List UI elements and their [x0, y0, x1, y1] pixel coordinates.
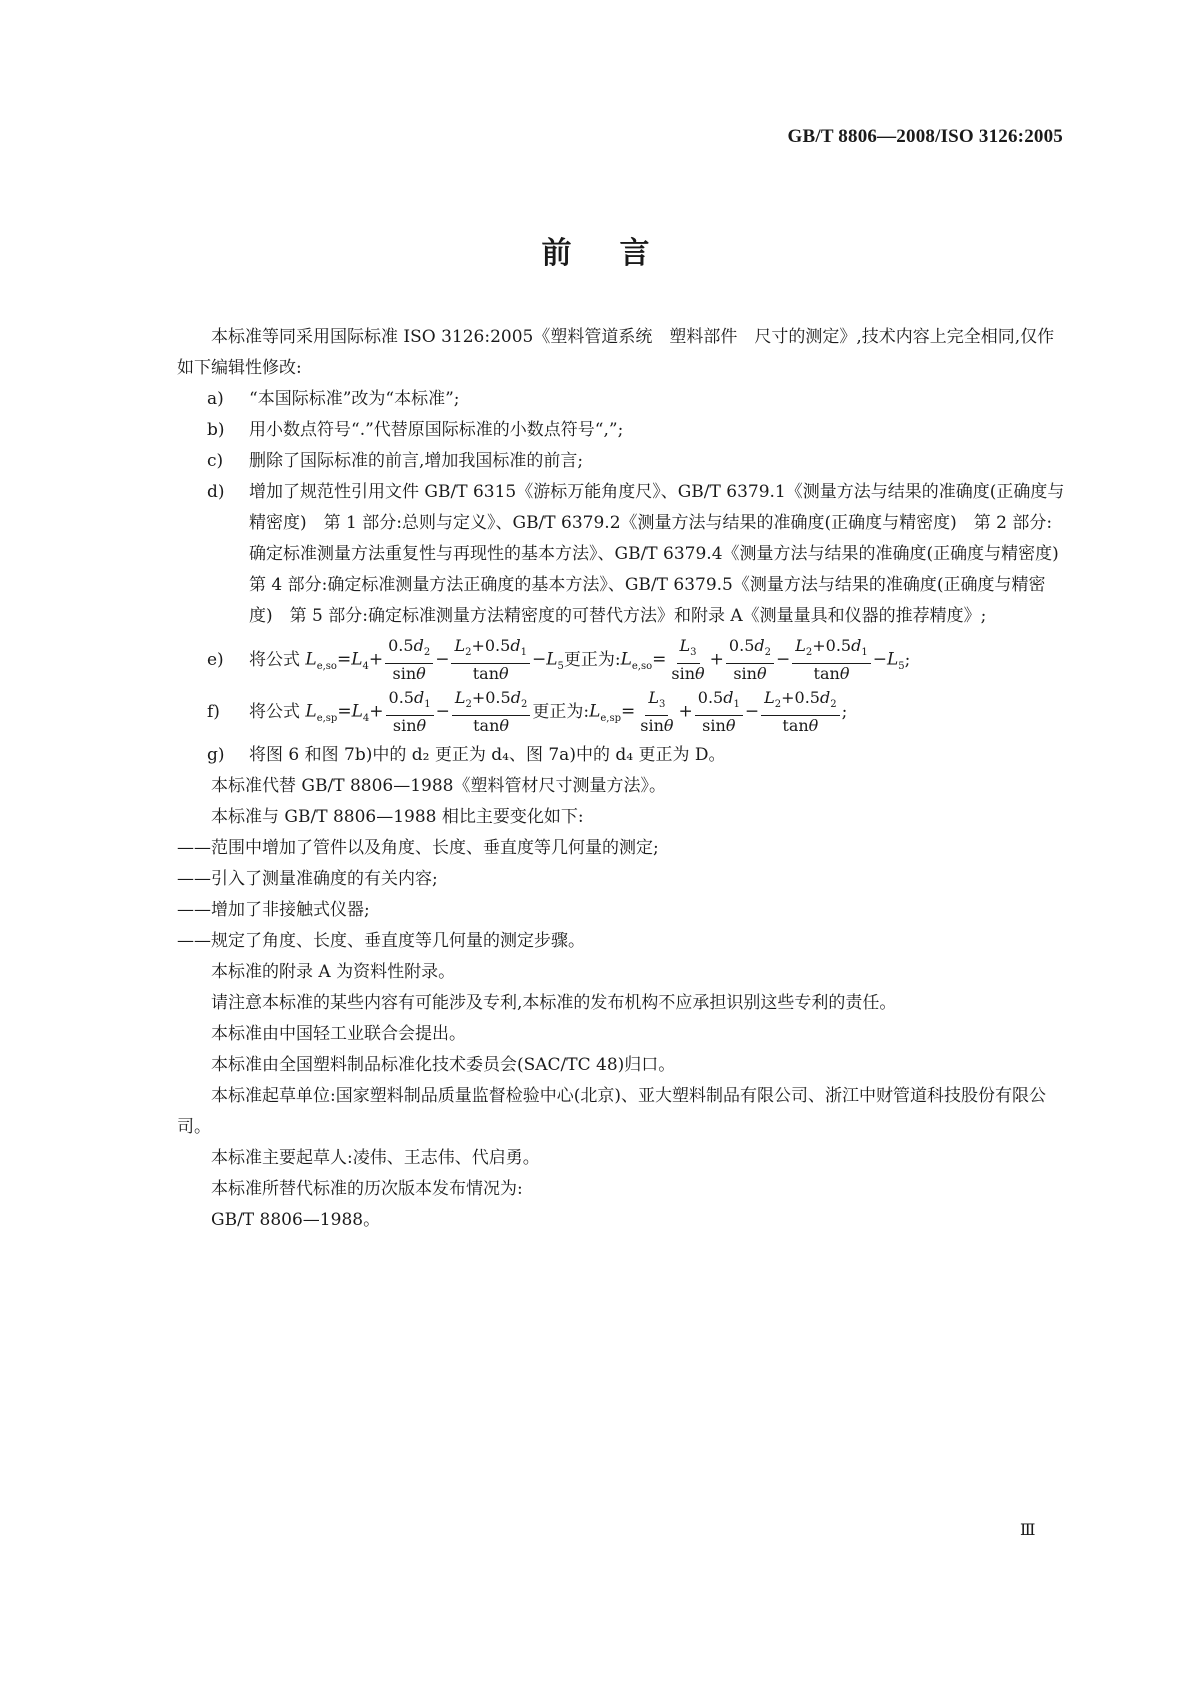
paragraph: 本标准与 GB/T 8806—1988 相比主要变化如下: [211, 807, 584, 827]
page-title: 前言 [541, 236, 698, 271]
paragraph: 本标准主要起草人:凌伟、王志伟、代启勇。 [211, 1148, 540, 1168]
formula-f-new: $L_{e,sp}=$ $\frac{L_3}{\sin\theta}$ + $\frac{0.5d_1}{\sin\theta}$ − $\frac{L_2+0.5d_2}{\tan\theta}$ [589, 688, 842, 736]
intro-paragraph: 本标准等同采用国际标准 ISO 3126:2005《塑料管道系统 塑料部件 尺寸的测定》,技术内容上完全相同,仅作如下编辑性修改: [177, 327, 1055, 378]
paragraph: 请注意本标准的某些内容有可能涉及专利,本标准的发布机构不应承担识别这些专利的责任。 [211, 993, 897, 1013]
document-header: GB/T 8806—2008/ISO 3126:2005 [787, 126, 1063, 147]
formula-e-old: $L_{e,so}=L_4+$ $\frac{0.5d_2}{\sin\theta}$ − $\frac{L_2+0.5d_1}{\tan\theta}$ $-L_5$ [305, 635, 564, 684]
paragraph: 本标准的附录 A 为资料性附录。 [211, 962, 456, 982]
change-item: ——增加了非接触式仪器; [177, 900, 370, 920]
edit-list [177, 384, 1076, 771]
list-item: a) “本国际标准”改为“本标准”; [207, 389, 460, 409]
list-item: b) 用小数点符号“.”代替原国际标准的小数点符号“,”; [207, 420, 624, 440]
formula-e: e) 将公式 $L_{e,so}=L_4+$ $\frac{0.5d_2}{\sin\theta}$ − $\frac{L_2+0.5d_1}{\tan\theta}$ $-L_5$ 更正为: $L_{e,so}=$ $\frac{L_3}{\sin\theta}$ + $\frac{0.5d_2}{\sin\theta}$ − $\frac{L_2+0.5d_1}{\tan\theta}$ $-L_5$ ; [207, 635, 911, 684]
list-item: d) 增加了规范性引用文件 GB/T 6315《游标万能角度尺》、GB/T 6379.1《测量方法与结果的准确度(正确度与精密度) 第 1 部分:总则与定义》、GB/T 6379.2《测量方法与结果的准确度(正确度与精密度) 第 2 部分:确定标准测量方法重复性与再现性的基本方法》、GB/T 6379.4《测量方法与结果的准确度(正确度与精密度) 第 4 部分:确定标准测量方法正确度的基本方法》、GB/T 6379.5《测量方法与结果的准确度(正确度与精密度) 第 5 部分:确定标准测量方法精密度的可替代方法》和附录 A《测量量具和仪器的推荐精度》; [207, 482, 1076, 626]
paragraph: 本标准起草单位:国家塑料制品质量监督检验中心(北京)、亚大塑料制品有限公司、浙江中财管道科技股份有限公司。 [177, 1086, 1046, 1137]
list-item: g) 将图 6 和图 7b)中的 d₂ 更正为 d₄、图 7a)中的 d₄ 更正为 D。 [207, 745, 726, 765]
page-number: Ⅲ [1020, 1520, 1036, 1539]
formula-e-new: $L_{e,so}=$ $\frac{L_3}{\sin\theta}$ + $\frac{0.5d_2}{\sin\theta}$ − $\frac{L_2+0.5d_1}{\tan\theta}$ $-L_5$ [620, 635, 905, 684]
formula-f: f) 将公式 $L_{e,sp}=L_4+$ $\frac{0.5d_1}{\sin\theta}$ − $\frac{L_2+0.5d_2}{\tan\theta}$ 更正为: $L_{e,sp}=$ $\frac{L_3}{\sin\theta}$ + $\frac{0.5d_1}{\sin\theta}$ − $\frac{L_2+0.5d_2}{\tan\theta}$ ; [207, 687, 848, 736]
paragraph: 本标准由中国轻工业联合会提出。 [211, 1024, 466, 1044]
change-item: ——范围中增加了管件以及角度、长度、垂直度等几何量的测定; [177, 838, 659, 858]
document-body [177, 322, 1076, 1236]
paragraph: 本标准由全国塑料制品标准化技术委员会(SAC/TC 48)归口。 [211, 1055, 676, 1075]
change-item: ——规定了角度、长度、垂直度等几何量的测定步骤。 [177, 931, 585, 951]
list-item: c) 删除了国际标准的前言,增加我国标准的前言; [207, 451, 584, 471]
change-item: ——引入了测量准确度的有关内容; [177, 869, 438, 889]
formula-f-old: $L_{e,sp}=L_4+$ $\frac{0.5d_1}{\sin\theta}$ − $\frac{L_2+0.5d_2}{\tan\theta}$ [305, 688, 532, 736]
paragraph: 本标准所替代标准的历次版本发布情况为: [211, 1179, 523, 1199]
paragraph: 本标准代替 GB/T 8806—1988《塑料管材尺寸测量方法》。 [211, 776, 666, 796]
paragraph: GB/T 8806—1988。 [211, 1210, 381, 1230]
